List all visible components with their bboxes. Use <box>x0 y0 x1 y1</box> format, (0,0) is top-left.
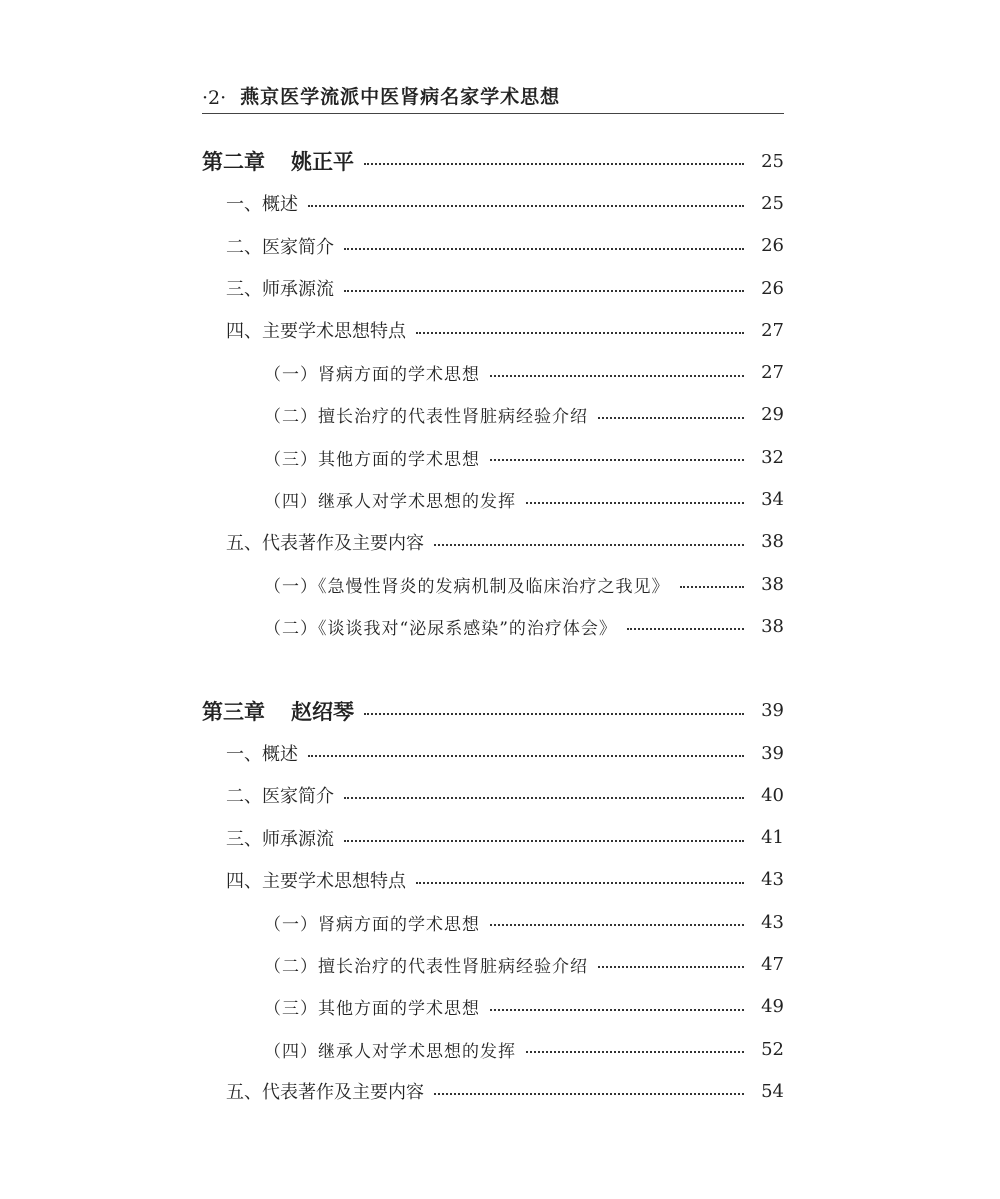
page-ref: 32 <box>761 446 784 468</box>
toc-subsection-entry[interactable] <box>202 943 784 985</box>
page-ref: 47 <box>761 953 784 975</box>
page-ref: 25 <box>761 192 784 214</box>
entry-title: 一、概述 <box>226 194 298 216</box>
toc-subsection-entry[interactable] <box>202 563 784 605</box>
entry-title: （四）继承人对学术思想的发挥 <box>264 1041 516 1062</box>
toc-subsection-entry[interactable] <box>202 1028 784 1070</box>
toc-section-entry[interactable] <box>202 816 784 858</box>
dot-leader <box>490 922 744 926</box>
entry-title: （三）其他方面的学术思想 <box>264 999 480 1020</box>
toc-subsection-entry[interactable] <box>202 351 784 393</box>
page-ref: 38 <box>761 615 784 637</box>
toc-subsection-entry[interactable] <box>202 394 784 436</box>
toc-subsection-entry[interactable] <box>202 986 784 1028</box>
page-ref: 52 <box>761 1038 784 1060</box>
entry-title: （一）《急慢性肾炎的发病机制及临床治疗之我见》 <box>264 576 670 597</box>
toc-section-entry[interactable] <box>202 732 784 774</box>
toc-chapter <box>202 140 784 648</box>
toc-chapter-heading[interactable] <box>202 140 784 182</box>
dot-leader <box>344 838 744 842</box>
chapter-number: 第二章 <box>202 150 265 175</box>
page-ref: 27 <box>761 319 784 341</box>
entry-title: 三、师承源流 <box>226 828 334 850</box>
page-ref: 40 <box>761 784 784 806</box>
entry-title: 五、代表著作及主要内容 <box>226 532 424 554</box>
toc-section-entry[interactable] <box>202 1070 784 1112</box>
toc-section-entry[interactable] <box>202 774 784 816</box>
page-ref: 41 <box>761 827 784 849</box>
entry-title: （二）《谈谈我对“泌尿系感染”的治疗体会》 <box>264 618 617 639</box>
page-ref: 43 <box>761 869 784 891</box>
entry-title: （二）擅长治疗的代表性肾脏病经验介绍 <box>264 956 588 977</box>
page-ref: 39 <box>761 700 784 722</box>
chapter-name: 姚正平 <box>291 150 354 175</box>
page-ref: 26 <box>761 235 784 257</box>
toc-section-entry[interactable] <box>202 859 784 901</box>
entry-title: 三、师承源流 <box>226 279 334 301</box>
dot-leader <box>680 584 745 588</box>
dot-leader <box>308 203 744 207</box>
dot-leader <box>344 795 744 799</box>
page-ref: 43 <box>761 911 784 933</box>
page-ref: 25 <box>761 150 784 172</box>
dot-leader <box>416 330 744 334</box>
dot-leader <box>344 288 744 292</box>
page-number: ·2· <box>202 87 227 109</box>
entry-title: 一、概述 <box>226 744 298 765</box>
chapter-name: 赵绍琴 <box>291 699 354 724</box>
toc-subsection-entry[interactable] <box>202 901 784 943</box>
dot-leader <box>364 711 744 715</box>
dot-leader <box>490 373 744 377</box>
toc-subsection-entry[interactable] <box>202 605 784 647</box>
entry-title: 二、医家简介 <box>226 236 334 258</box>
entry-title: 四、主要学术思想特点 <box>226 321 406 343</box>
entry-title: 二、医家简介 <box>226 786 334 808</box>
dot-leader <box>490 1007 744 1011</box>
dot-leader <box>490 457 744 461</box>
page-ref: 34 <box>761 489 784 511</box>
dot-leader <box>526 500 744 504</box>
page-ref: 29 <box>761 404 784 426</box>
page-ref: 38 <box>761 573 784 595</box>
entry-title: （四）继承人对学术思想的发挥 <box>264 492 516 513</box>
entry-title: （一）肾病方面的学术思想 <box>264 914 480 935</box>
book-title: 燕京医学流派中医肾病名家学术思想 <box>240 86 561 108</box>
page-ref: 39 <box>761 742 784 764</box>
toc-section-entry[interactable] <box>202 182 784 224</box>
page-ref: 26 <box>761 277 784 299</box>
toc-subsection-entry[interactable] <box>202 478 784 520</box>
toc-subsection-entry[interactable] <box>202 436 784 478</box>
entry-title: （二）擅长治疗的代表性肾脏病经验介绍 <box>264 407 588 428</box>
dot-leader <box>434 542 744 546</box>
dot-leader <box>308 753 744 757</box>
dot-leader <box>627 626 744 630</box>
toc-section-entry[interactable] <box>202 521 784 563</box>
dot-leader <box>526 1049 744 1053</box>
entry-title: （三）其他方面的学术思想 <box>264 449 480 470</box>
dot-leader <box>364 161 744 165</box>
page-ref: 27 <box>761 362 784 384</box>
running-head <box>202 84 784 114</box>
page-ref: 49 <box>761 996 784 1018</box>
dot-leader <box>598 415 744 419</box>
entry-title: （一）肾病方面的学术思想 <box>264 365 480 386</box>
entry-title: 五、代表著作及主要内容 <box>226 1082 424 1104</box>
toc-section-entry[interactable] <box>202 309 784 351</box>
toc-chapter <box>202 690 784 1113</box>
entry-title: 四、主要学术思想特点 <box>226 870 406 892</box>
dot-leader <box>434 1091 744 1095</box>
toc-chapter-heading[interactable] <box>202 690 784 732</box>
dot-leader <box>598 964 744 968</box>
toc-section-entry[interactable] <box>202 267 784 309</box>
dot-leader <box>344 246 744 250</box>
dot-leader <box>416 880 744 884</box>
page-ref: 38 <box>761 531 784 553</box>
page-ref: 54 <box>761 1080 784 1102</box>
chapter-number: 第三章 <box>202 699 265 724</box>
table-of-contents <box>202 140 784 1113</box>
toc-section-entry[interactable] <box>202 225 784 267</box>
